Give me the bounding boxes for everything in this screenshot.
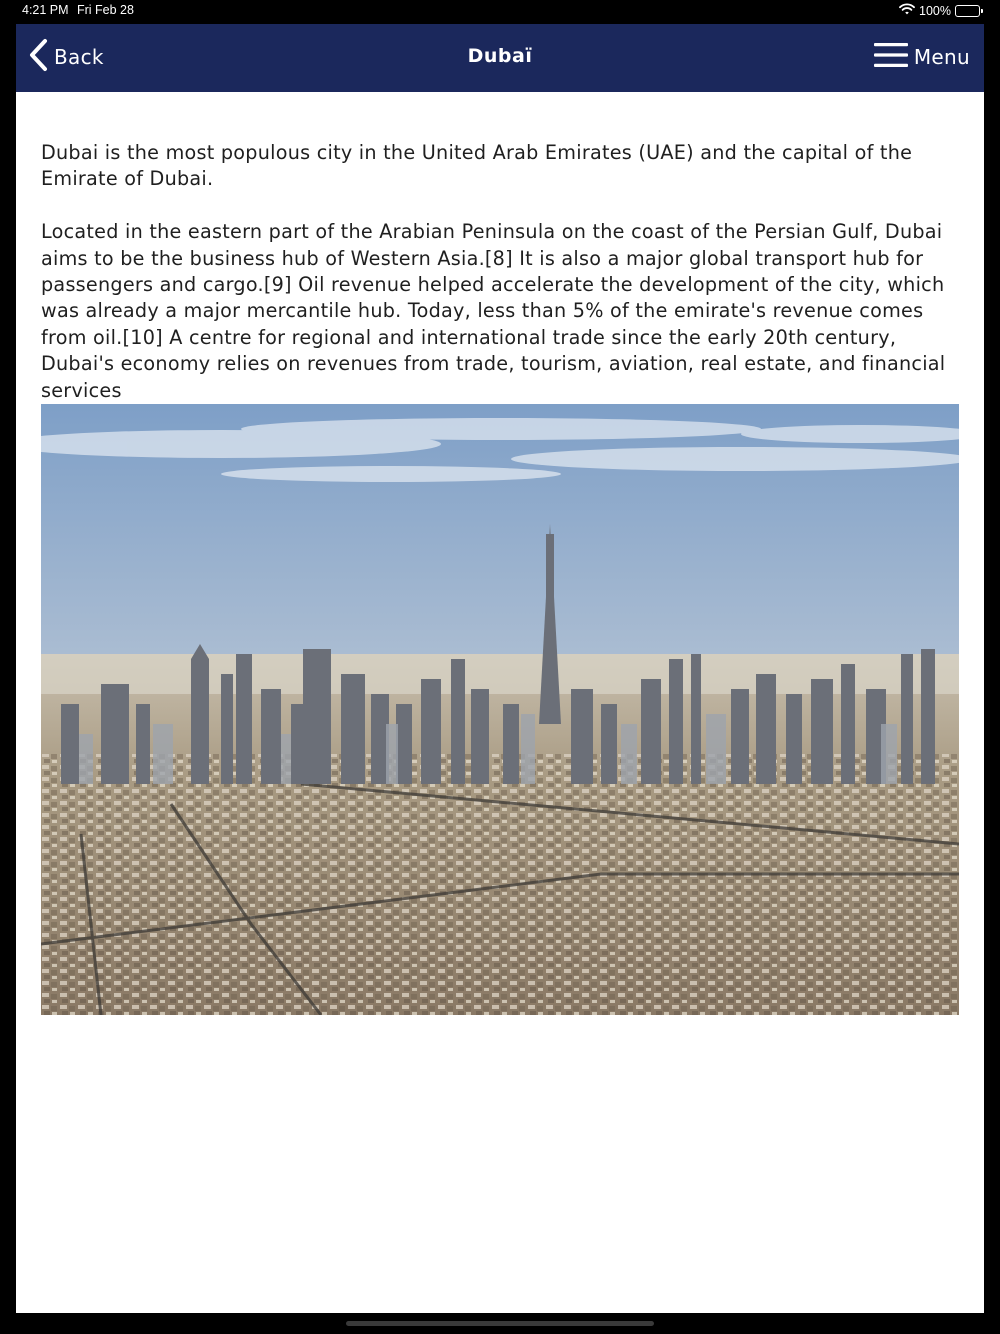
dubai-skyline-photo	[41, 404, 959, 1015]
page-title: Dubaï	[467, 45, 533, 67]
app-screen	[16, 24, 984, 1313]
menu-button[interactable]	[874, 42, 970, 72]
wifi-icon	[899, 3, 915, 18]
article-paragraph-intro: Dubai is the most populous city in the United Arab Emirates (UAE) and the capital of the Emirate of Dubai.	[41, 141, 913, 191]
navigation-bar	[16, 24, 984, 92]
battery-percent: 100%	[919, 3, 951, 18]
status-indicators	[899, 3, 980, 18]
back-label: Back	[54, 45, 104, 69]
menu-label: Menu	[913, 45, 970, 69]
status-date: Fri Feb 28	[77, 3, 134, 17]
article-paragraph-overview: Located in the eastern part of the Arabian Peninsula on the coast of the Persian Gulf, Dubai aims to be the business hub of Western Asia.[8] It is also a major global transport hub for passengers and cargo.[9] Oil revenue helped accelerate the development of the city, which was already a major mercantile hub. Today, less than 5% of the emirate's revenue comes from oil.[10] A centre for regional and international trade since the early 20th century, Dubai's economy relies on revenues from trade, tourism, aviation, real estate, and financial services	[41, 220, 946, 402]
article-body	[41, 140, 961, 430]
battery-icon	[955, 5, 980, 17]
status-time: 4:21 PM	[22, 3, 69, 17]
hamburger-icon	[874, 42, 908, 72]
home-indicator[interactable]	[346, 1321, 654, 1326]
status-bar	[0, 0, 1000, 22]
